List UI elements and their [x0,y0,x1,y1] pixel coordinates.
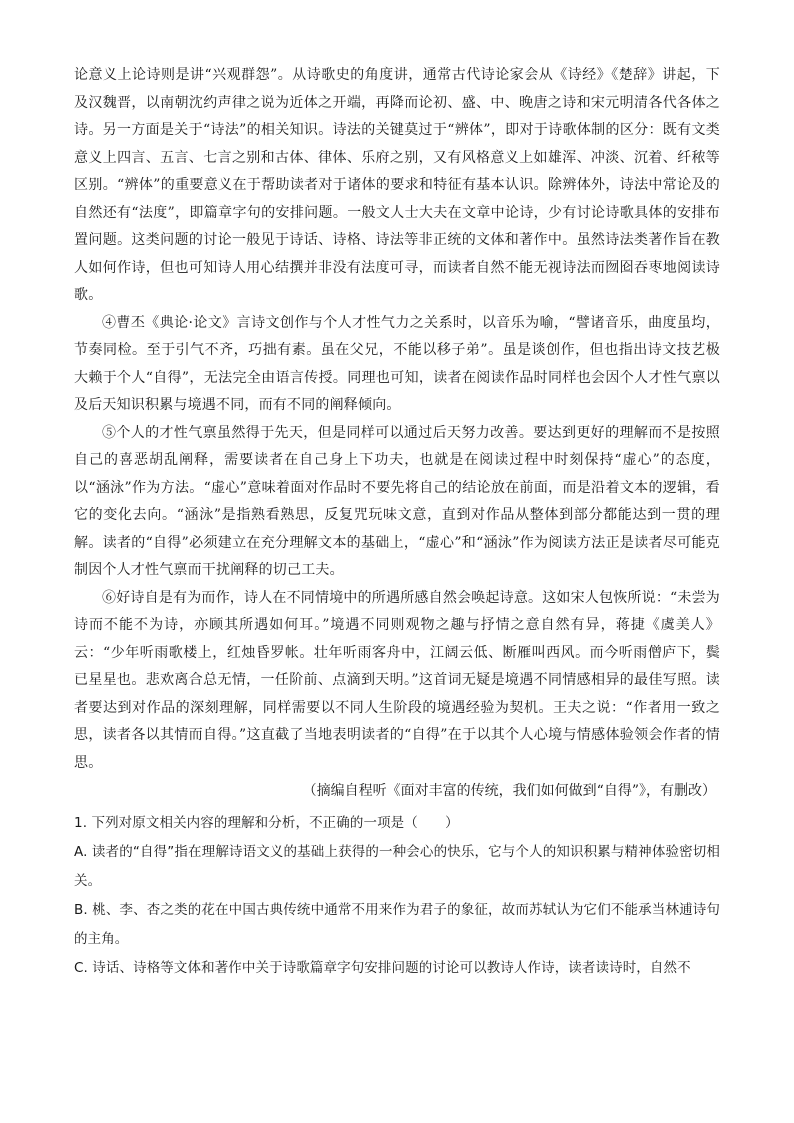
paragraph-5: ⑤个人的才性气禀虽然得于先天，但是同样可以通过后天努力改善。要达到更好的理解而不是按照自己的喜恶胡乱阐释，需要读者在自己身上下功夫，也就是在阅读过程中时刻保持“虚心”的态度，以“涵泳”作为方法。“虚心”意味着面对作品时不要先将自己的结论放在前面，而是沿着文本的逻辑，看它的变化去向。“涵泳”是指熟看熟思，反复咒玩味文意，直到对作品从整体到部分都能达到一贯的理解。读者的“自得”必须建立在充分理解文本的基础上，“虚心”和“涵泳”作为阅读方法正是读者尽可能克制因个人才性气禀而干扰阐释的切己工夫。 [74,424,720,578]
document-page [74,62,720,983]
question-1-option-b: B. 桃、李、杏之类的花在中国古典传统中通常不用来作为君子的象征，故而苏轼认为它们不能承当林逋诗句的主角。 [74,902,720,947]
question-section [74,809,720,983]
question-1-stem: 1. 下列对原文相关内容的理解和分析，不正确的一项是（ ） [74,815,459,831]
paragraph-4: ④曹丕《典论·论文》言诗文创作与个人才性气力之关系时，以音乐为喻，“譬诸音乐，曲度虽均，节奏同检。至于引气不齐，巧拙有素。虽在父兄，不能以移子弟”。虽是谈创作，但也指出诗文技艺极大赖于个人“自得”，无法完全由语言传授。同理也可知，读者在阅读作品时同样也会因个人才性气禀以及后天知识积累与境遇不同，而有不同的阐释倾向。 [74,314,720,413]
paragraph-6: ⑥好诗自是有为而作，诗人在不同情境中的所遇所感自然会唤起诗意。这如宋人包恢所说：“未尝为诗而不能不为诗，亦顾其所遇如何耳。”境遇不同则观物之趣与抒情之意自然有异，蒋捷《虞美人》云：“少年听雨歌楼上，红烛昏罗帐。壮年听雨客舟中，江阔云低、断雁叫西风。而今听雨僧庐下，鬓已星星也。悲欢离合总无情，一任阶前、点滴到天明。”这首词无疑是境遇不同情感相异的最佳写照。读者要达到对作品的深刻理解，同样需要以不同人生阶段的境遇经验为契机。王夫之说：“作者用一致之思，读者各以其情而自得。”这直截了当地表明读者的“自得”在于以其个人心境与情感体验领会作者的情思。 [74,589,720,771]
paragraph-continued: 论意义上论诗则是讲“兴观群怨”。从诗歌史的角度讲，通常古代诗论家会从《诗经》《楚辞》讲起，下及汉魏晋，以南朝沈约声律之说为近体之开端，再降而论初、盛、中、晚唐之诗和宋元明清各代各体之诗。另一方面是关于“诗法”的相关知识。诗法的关键莫过于“辨体”，即对于诗歌体制的区分：既有文类意义上四言、五言、七言之别和古体、律体、乐府之别，又有风格意义上如雄浑、冲淡、沉着、纤秾等区别。“辨体”的重要意义在于帮助读者对于诸体的要求和特征有基本认识。除辨体外，诗法中常论及的自然还有“法度”，即篇章字句的安排问题。一般文人士大夫在文章中论诗，少有讨论诗歌具体的安排布置问题。这类问题的讨论一般见于诗话、诗格、诗法等非正统的文体和著作中。虽然诗法类著作旨在教人如何作诗，但也可知诗人用心结撰并非没有法度可寻，而读者自然不能无视诗法而囫囵吞枣地阅读诗歌。 [74,67,720,303]
article-body [74,62,720,777]
question-1-option-a: A. 读者的“自得”指在理解诗语文义的基础上获得的一种会心的快乐，它与个人的知识积累与精神体验密切相关。 [74,844,720,889]
question-1-option-c: C. 诗话、诗格等文体和著作中关于诗歌篇章字句安排问题的讨论可以教诗人作诗，读者读诗时，自然不 [74,960,691,976]
article-source: （摘编自程听《面对丰富的传统，我们如何做到“自得”》，有删改） [302,783,716,799]
